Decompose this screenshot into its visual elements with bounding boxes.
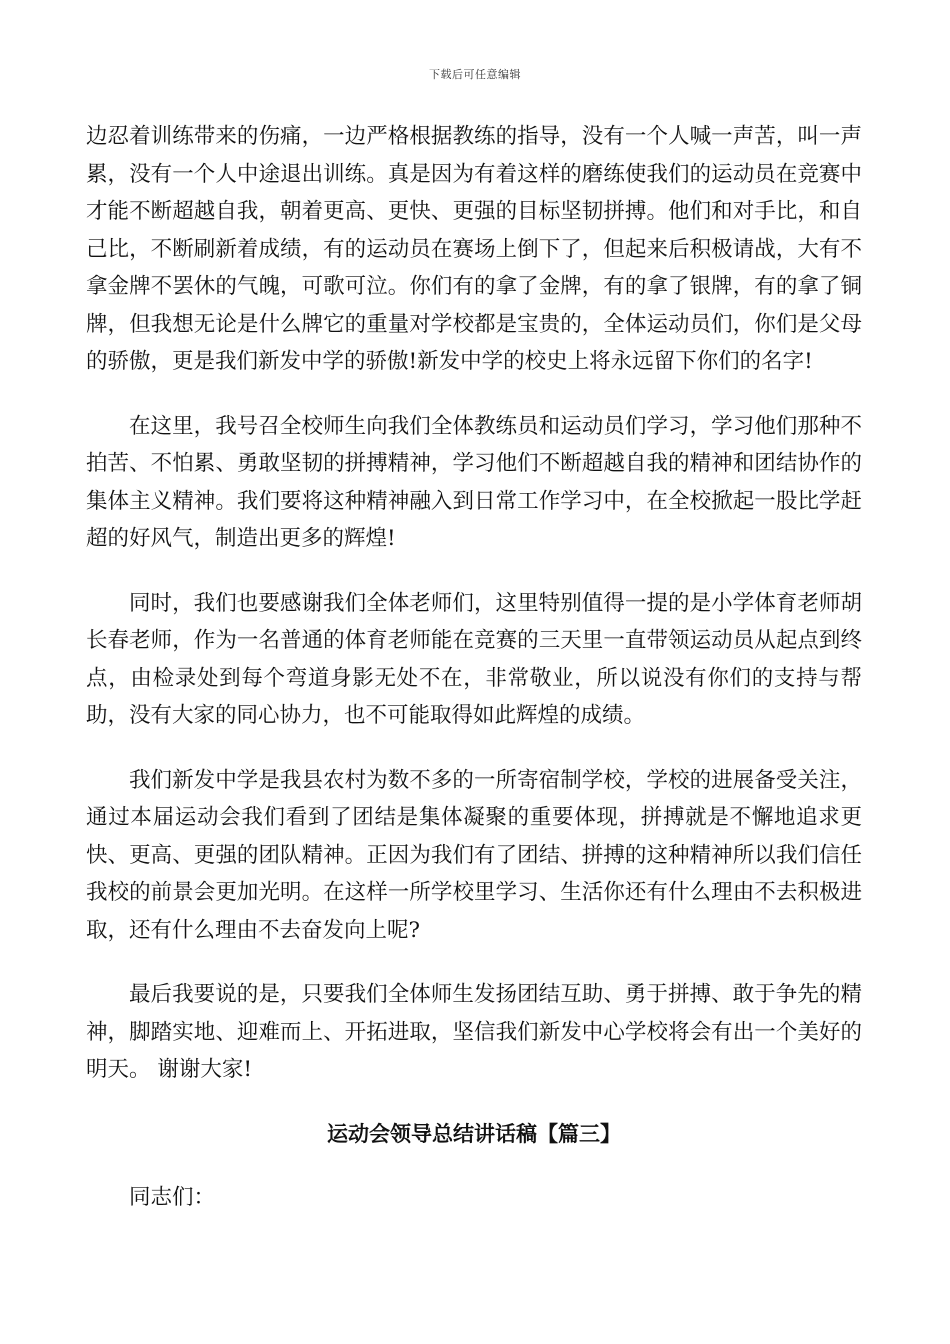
paragraph: 同时，我们也要感谢我们全体老师们，这里特别值得一提的是小学体育老师胡长春老师，作为一名普通的体育老师能在竞赛的三天里一直带领运动员从起点到终点，由检录处到每个弯道身影无处不在，非常敬业，所以说没有你们的支持与帮助，没有大家的同心协力，也不可能取得如此辉煌的成绩。: [86, 590, 862, 728]
paragraph-continued: 边忍着训练带来的伤痛，一边严格根据教练的指导，没有一个人喊一声苦，叫一声累，没有一个人中途退出训练。真是因为有着这样的磨练使我们的运动员在竞赛中才能不断超越自我，朝着更高、更快、更强的目标坚韧拼搏。他们和对手比，和自己比，不断刷新着成绩，有的运动员在赛场上倒下了，但起来后积极请战，大有不拿金牌不罢休的气魄，可歌可泣。你们有的拿了金牌，有的拿了银牌，有的拿了铜牌，但我想无论是什么牌它的重量对学校都是宝贵的，全体运动员们，你们是父母的骄傲，更是我们新发中学的骄傲!新发中学的校史上将永远留下你们的名字!: [86, 124, 862, 374]
paragraph: 在这里，我号召全校师生向我们全体教练员和运动员们学习，学习他们那种不拍苦、不怕累、勇敢坚韧的拼搏精神，学习他们不断超越自我的精神和团结协作的集体主义精神。我们要将这种精神融入到日常工作学习中，在全校掀起一股比学赶超的好风气，制造出更多的辉煌!: [86, 413, 862, 551]
paragraph: 最后我要说的是，只要我们全体师生发扬团结互助、勇于拼搏、敢于争先的精神，脚踏实地、迎难而上、开拓进取，坚信我们新发中心学校将会有出一个美好的明天。 谢谢大家!: [86, 982, 862, 1082]
page-header-note: 下载后可任意编辑: [429, 68, 521, 81]
salutation: 同志们：: [129, 1185, 216, 1210]
section-title: 运动会领导总结讲话稿【篇三】: [327, 1121, 621, 1146]
paragraph: 我们新发中学是我县农村为数不多的一所寄宿制学校，学校的进展备受关注，通过本届运动会我们看到了团结是集体凝聚的重要体现，拼搏就是不懈地追求更快、更高、更强的团队精神。正因为我们有了团结、拼搏的这种精神所以我们信任我校的前景会更加光明。在这样一所学校里学习、生活你还有什么理由不去积极进取，还有什么理由不去奋发向上呢?: [86, 767, 862, 943]
document-body: [86, 118, 862, 1244]
